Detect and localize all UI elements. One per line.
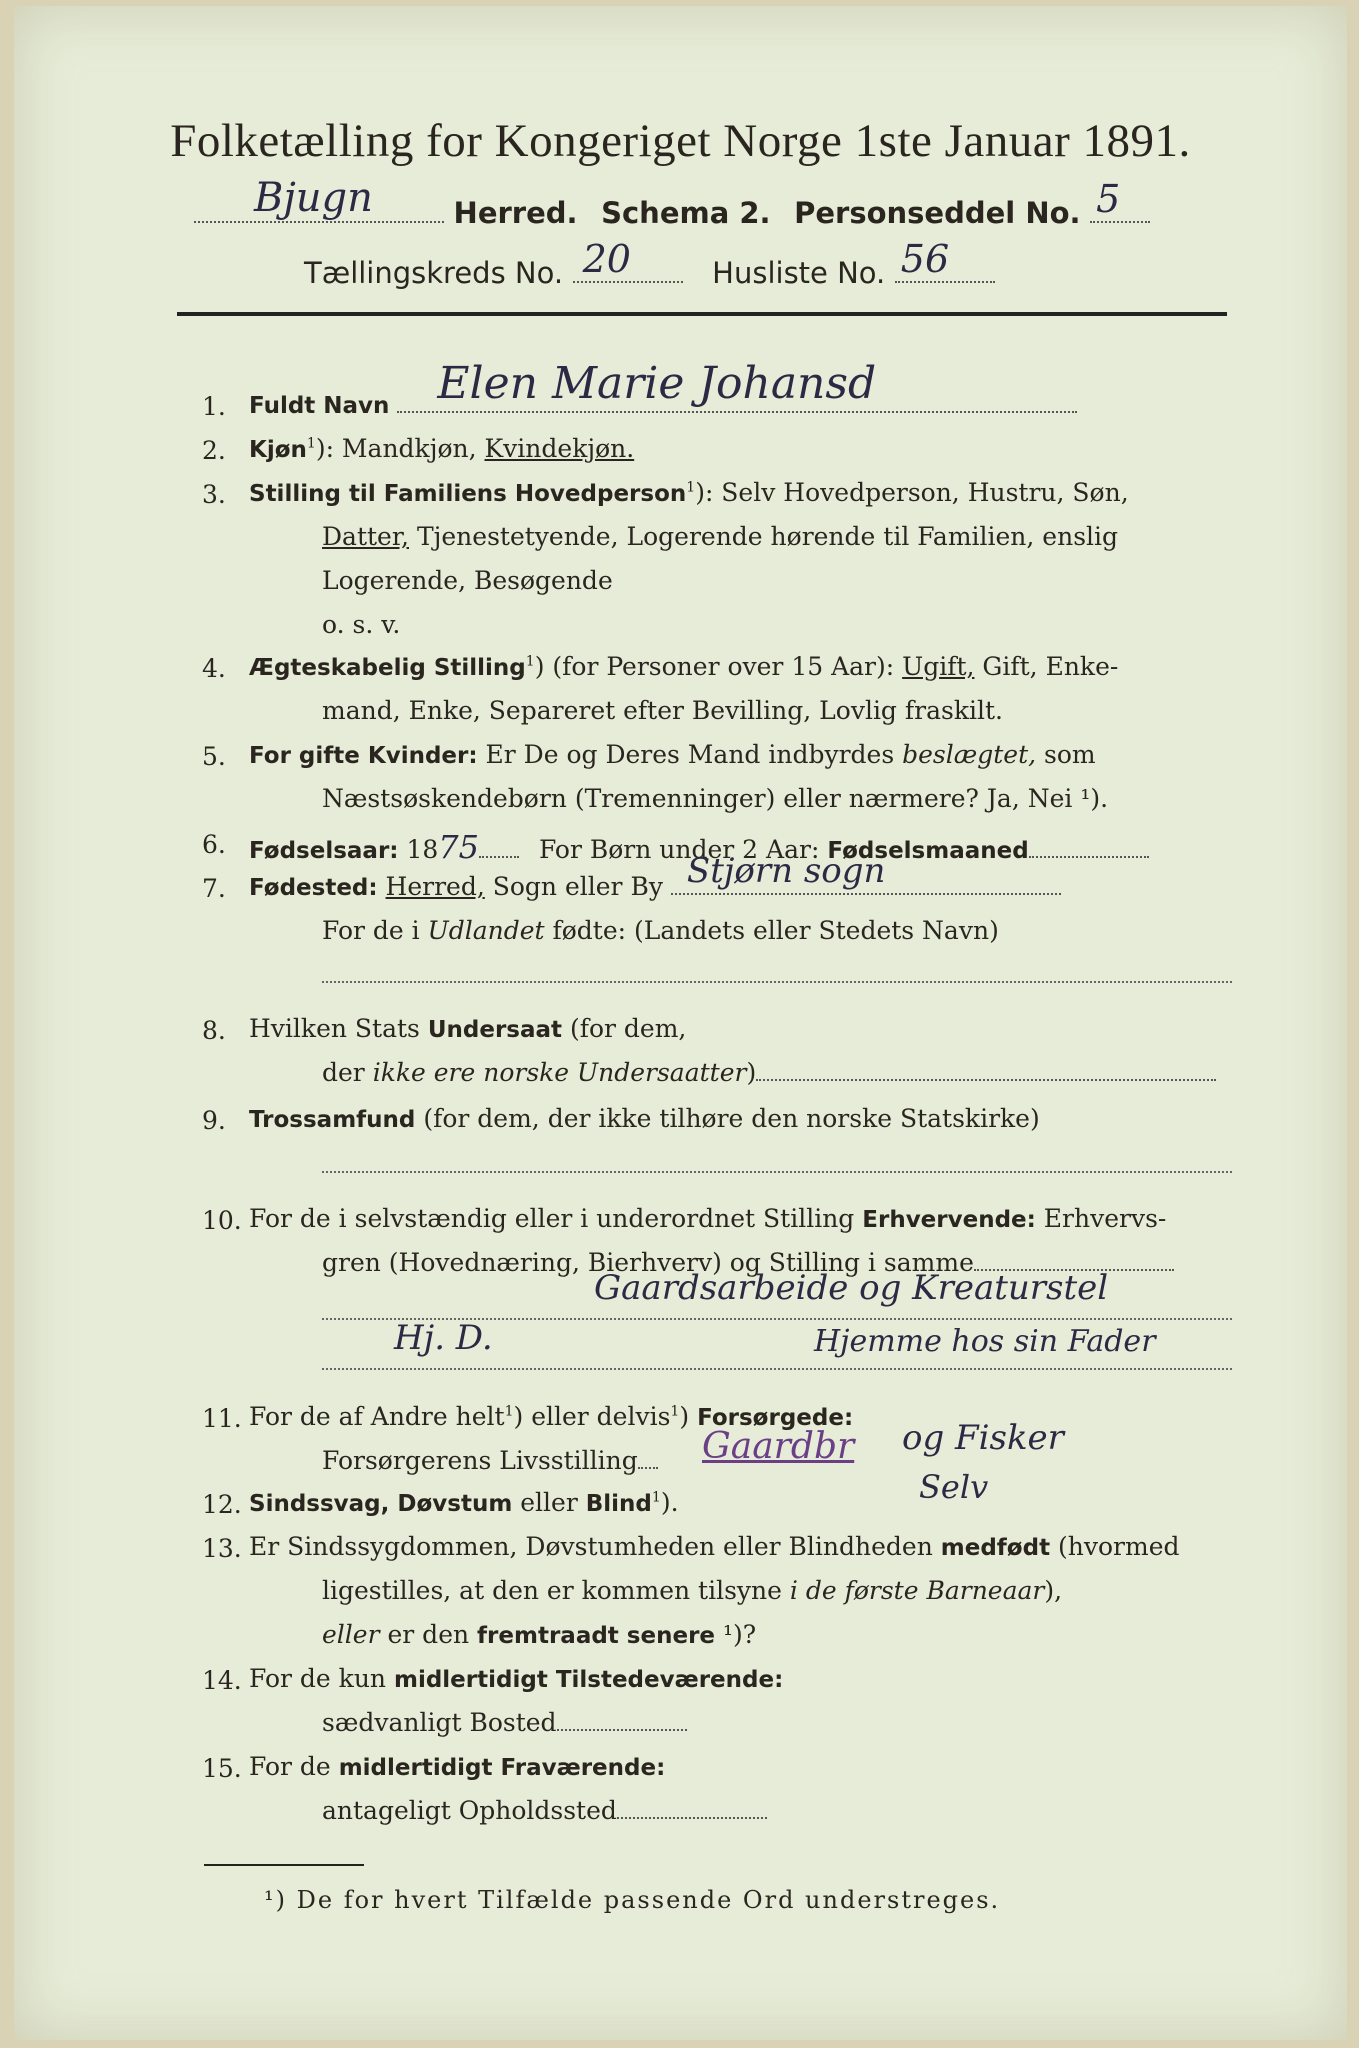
- q8-label: Undersaat: [427, 1017, 563, 1043]
- q4-ugift: Ugift,: [902, 652, 975, 681]
- q2-label: Kjøn: [249, 437, 307, 463]
- q12-label2: Blind: [585, 1491, 652, 1517]
- kreds-handwritten: 20: [582, 237, 631, 281]
- q13-text-3b: ¹)?: [715, 1620, 757, 1649]
- q13-line3: [322, 1620, 756, 1649]
- q2-sup: 1: [306, 435, 316, 452]
- q5-beslaegtet: beslægtet,: [902, 740, 1037, 769]
- q3-text-4: o. s. v.: [322, 610, 401, 639]
- q8-text-b: (for dem,: [562, 1014, 687, 1043]
- q14-line1: [249, 1664, 783, 1693]
- q4-label: Ægteskabelig Stilling: [249, 655, 526, 681]
- kreds-label: Tællingskreds No.: [304, 256, 564, 290]
- q3-label: Stilling til Familiens Hovedperson: [249, 481, 687, 507]
- q9-blank-line: [322, 1171, 1232, 1173]
- q6-label: Fødselsaar:: [249, 838, 399, 864]
- q10-label: Erhvervende:: [862, 1207, 1036, 1233]
- q11-text-c: ): [679, 1402, 690, 1431]
- husliste-handwritten: 56: [900, 237, 950, 281]
- q1-number: 1.: [202, 392, 226, 421]
- q6-year-prefix: 18: [406, 835, 439, 864]
- q5-text-1: Er De og Deres Mand indbyrdes: [485, 740, 895, 769]
- q3-datter: Datter,: [322, 522, 409, 551]
- herred-handwritten: Bjugn: [254, 175, 373, 221]
- q15-line1: [249, 1752, 665, 1781]
- q14-text-2: sædvanligt Bosted: [322, 1708, 557, 1737]
- q13-label3: fremtraadt senere: [477, 1623, 716, 1649]
- q4-text-1: ) (for Personer over 15 Aar):: [534, 652, 895, 681]
- q10-answer-3: Hjemme hos sin Fader: [814, 1324, 1156, 1359]
- q11-answer-2: og Fisker: [902, 1418, 1064, 1458]
- q13-text-b: (hvormed: [1050, 1532, 1180, 1561]
- schema-label: Schema 2.: [601, 196, 771, 230]
- q5-label: For gifte Kvinder:: [249, 743, 478, 769]
- q15-number: 15.: [202, 1754, 242, 1783]
- q5-text-2: Næstsøskendebørn (Tremenninger) eller nærmere? Ja, Nei ¹).: [322, 784, 1109, 813]
- q7-text-2a: For de i: [322, 916, 420, 945]
- q8-text-2i: ikke ere norske Undersaatter: [372, 1058, 747, 1087]
- q11-answer-1: Gaardbr: [702, 1426, 855, 1467]
- q12-line: Sindssvag, Døvstum eller Blind$^1$).: [249, 1488, 679, 1517]
- personseddel-handwritten: 5: [1096, 177, 1121, 221]
- q13-eller: eller: [322, 1620, 380, 1649]
- q15-text: For de: [249, 1752, 331, 1781]
- q5-line1: [249, 740, 1096, 769]
- q15-text-2: antageligt Opholdssted: [322, 1796, 617, 1825]
- q11-text-a: For de af Andre helt: [249, 1402, 505, 1431]
- q3-sup: 1: [686, 479, 696, 496]
- q13-text-a: Er Sindssygdommen, Døvstumheden eller Blindheden: [249, 1532, 933, 1561]
- q4-sup: 1: [525, 653, 535, 670]
- q12-text-end: ).: [660, 1488, 679, 1517]
- q4-line1: [249, 652, 1118, 681]
- q9-number: 9.: [202, 1106, 226, 1135]
- q11-answer-3: Selv: [919, 1468, 989, 1506]
- q15-label: midlertidigt Fraværende:: [338, 1755, 666, 1781]
- q11-text-b: ) eller delvis: [513, 1402, 671, 1431]
- q7-udlandet: Udlandet: [427, 916, 545, 945]
- q11-line1: For de af Andre helt$^1$) eller delvis$^1$) Forsørgede:: [249, 1402, 854, 1431]
- q8-number: 8.: [202, 1016, 226, 1045]
- q6-text: For Børn under 2 Aar:: [538, 835, 820, 864]
- q14-label: midlertidigt Tilstedeværende:: [393, 1667, 784, 1693]
- q13-text-2i: i de første Barneaar: [789, 1576, 1045, 1605]
- q9-label: Trossamfund: [249, 1107, 416, 1133]
- q11-line2: [322, 1446, 658, 1475]
- q4-text-1b: Gift, Enke-: [974, 652, 1119, 681]
- q1-answer: Elen Marie Johansd: [437, 358, 877, 409]
- q12-number: 12.: [202, 1490, 242, 1519]
- q7-text-2b: fødte: (Landets eller Stedets Navn): [544, 916, 999, 945]
- herred-line: [194, 175, 1150, 231]
- q8-text-2b: ): [746, 1058, 757, 1087]
- q10-text-a: For de i selvstændig eller i underordnet Stilling: [249, 1204, 855, 1233]
- husliste-label: Husliste No.: [712, 256, 886, 290]
- q9-text: (for dem, der ikke tilhøre den norske Statskirke): [415, 1104, 1040, 1133]
- q9-line: [249, 1104, 1040, 1133]
- q7-line2: [322, 916, 999, 945]
- q11-label: Forsørgede:: [697, 1405, 854, 1431]
- herred-label: Herred.: [453, 196, 578, 230]
- q13-line1: [249, 1532, 1180, 1561]
- q11-number: 11.: [202, 1404, 242, 1433]
- q8-line1: [249, 1014, 686, 1043]
- q2-text-a: ): Mandkjøn,: [315, 434, 477, 463]
- q10-answer-2: Hj. D.: [394, 1318, 493, 1358]
- q3-text-1: ): Selv Hovedperson, Hustru, Søn,: [695, 478, 1129, 507]
- q1-line: [249, 358, 1077, 419]
- q7-text: Sogn eller By: [484, 872, 663, 901]
- q5-text-1b: som: [1036, 740, 1096, 769]
- q2-line: [249, 434, 634, 463]
- q14-line2: [322, 1708, 687, 1737]
- q8-text-2a: der: [322, 1058, 365, 1087]
- q8-text-a: Hvilken Stats: [249, 1014, 420, 1043]
- q3-line2: [322, 522, 1118, 551]
- q10-number: 10.: [202, 1206, 242, 1235]
- q13-label: medfødt: [940, 1535, 1051, 1561]
- q2-number: 2.: [202, 436, 226, 465]
- footnote-rule: [204, 1864, 364, 1866]
- q13-text-2b: ),: [1044, 1576, 1063, 1605]
- q15-line2: [322, 1796, 767, 1825]
- q7-answer: Stjørn sogn: [686, 851, 886, 891]
- q10-answer-1: Gaardsarbeide og Kreaturstel: [594, 1268, 1109, 1308]
- q10-text-2: gren (Hovednæring, Bierhverv) og Stilling i samme: [322, 1248, 974, 1277]
- q4-number: 4.: [202, 654, 226, 683]
- q14-number: 14.: [202, 1666, 242, 1695]
- q7-label: Fødested:: [249, 875, 378, 901]
- q3-number: 3.: [202, 480, 226, 509]
- kreds-line: [304, 237, 995, 291]
- q14-text: For de kun: [249, 1664, 387, 1693]
- q7-herred: Herred,: [385, 872, 485, 901]
- census-form: [14, 6, 1347, 2040]
- q6-year-handwritten: 75: [438, 828, 479, 866]
- q13-line2: [322, 1576, 1062, 1605]
- q2-text-b: Kvindekjøn.: [484, 434, 635, 463]
- q12-label: Sindssvag, Døvstum: [249, 1491, 513, 1517]
- q13-number: 13.: [202, 1534, 242, 1563]
- q10-text-b: Erhvervs-: [1035, 1204, 1167, 1233]
- q12-text: eller: [512, 1488, 578, 1517]
- q13-text-2a: ligestilles, at den er kommen tilsyne: [322, 1576, 782, 1605]
- form-title: Folketælling for Kongeriget Norge 1ste Januar 1891.: [170, 115, 1191, 167]
- q11-text-2: Forsørgerens Livsstilling: [322, 1446, 638, 1475]
- q6-label2: Fødselsmaaned: [827, 838, 1029, 864]
- footnote: ¹) De for hvert Tilfælde passende Ord understreges.: [264, 1886, 1001, 1914]
- q7-number: 7.: [202, 874, 226, 903]
- q5-number: 5.: [202, 742, 226, 771]
- q13-text-3a: er den: [379, 1620, 470, 1649]
- q3-text-3: Logerende, Besøgende: [322, 566, 613, 595]
- q3-text-2: Tjenestetyende, Logerende hørende til Familien, enslig: [409, 522, 1119, 551]
- q3-line1: [249, 478, 1129, 507]
- q7-blank-line: [322, 981, 1232, 983]
- q6-number: 6.: [202, 830, 226, 859]
- q10-line1: [249, 1204, 1166, 1233]
- header-rule: [177, 312, 1227, 316]
- personseddel-label: Personseddel No.: [794, 196, 1081, 230]
- q1-label: Fuldt Navn: [249, 393, 390, 419]
- q4-text-2: mand, Enke, Separeret efter Bevilling, Lovlig fraskilt.: [322, 696, 1003, 725]
- q10-blank-line-2: [322, 1368, 1232, 1370]
- q8-line2: [322, 1058, 1216, 1087]
